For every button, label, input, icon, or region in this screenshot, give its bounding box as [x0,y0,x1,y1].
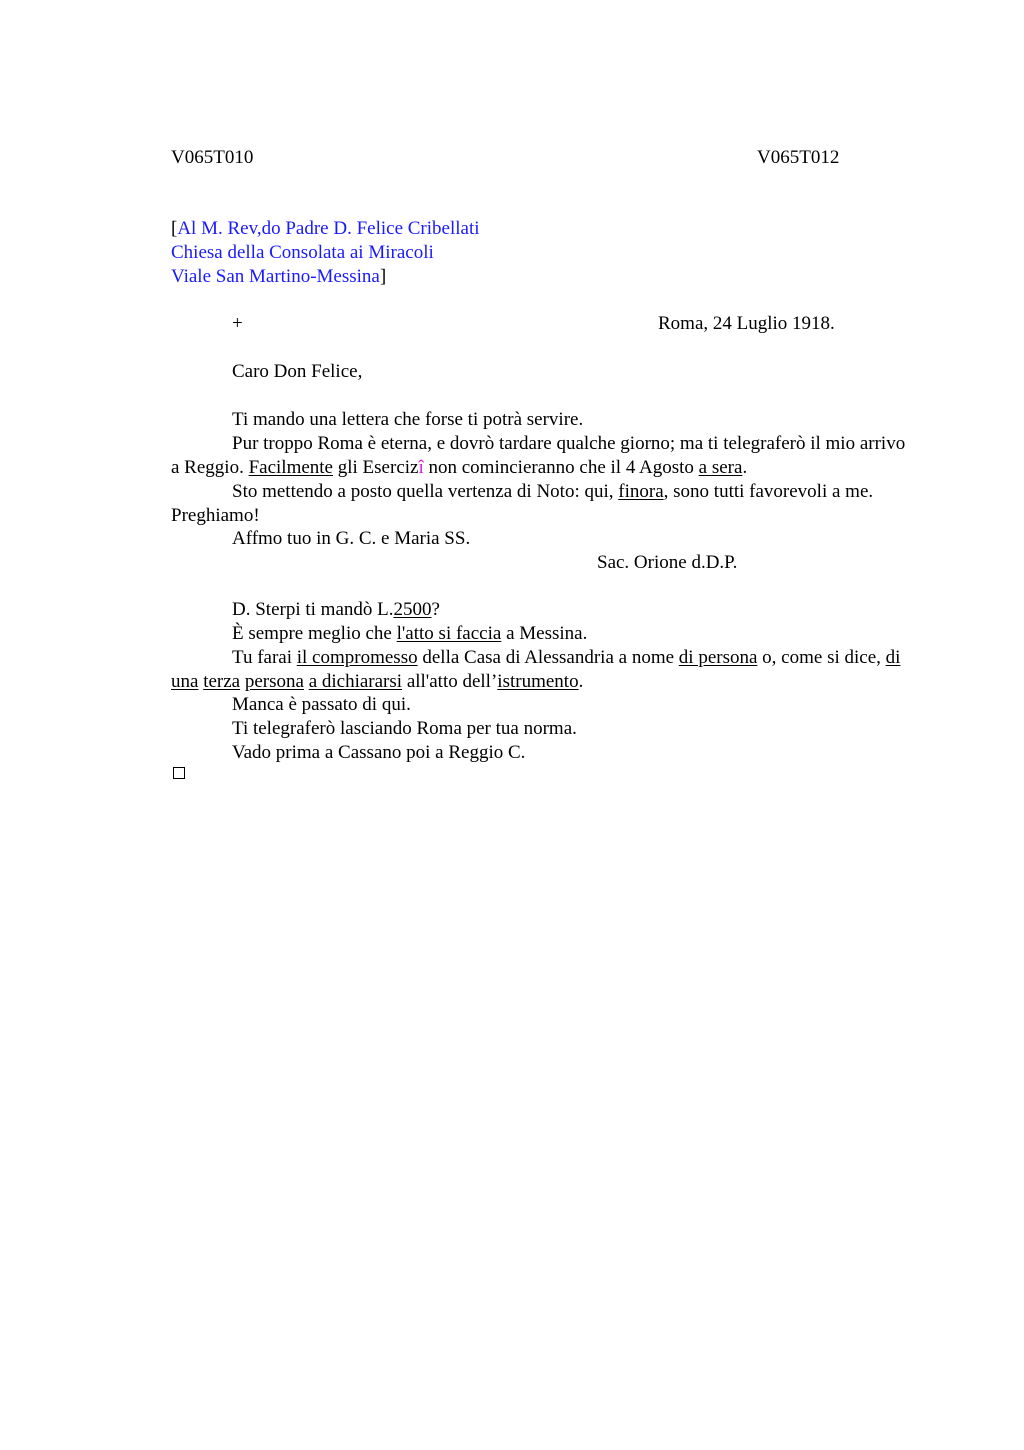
address-open-bracket: [ [171,218,178,239]
ps3-underline-di-una: di una [171,647,901,692]
ps3-underline-persona: persona [244,671,304,692]
place-date: Roma, 24 Luglio 1918. [658,313,835,334]
ps3-text-h: . [578,671,584,692]
body-p3-text-b: , sono tutti favorevoli a me. Preghiamo! [171,481,874,526]
address-line-2: Chiesa della Consolata ai Miracoli [171,242,434,263]
address-line-3 [171,265,386,289]
postscript-line-5: Ti telegraferò lasciando Roma per tua norma. [232,718,577,739]
body-p3-underline-finora: finora [618,481,664,502]
ps3-underline-di-persona: di persona [678,647,758,668]
body-paragraph-1: Ti mando una lettera che forse ti potrà servire. [232,409,584,430]
end-square-icon [173,767,185,779]
postscript-line-2 [232,622,587,646]
ps3-underline-istrumento: istrumento [497,671,579,692]
document-code-right: V065T012 [757,147,840,168]
ps3-underline-compromesso: il compromesso [296,647,418,668]
ps3-text-a: Tu farai [232,647,297,668]
body-p2-text-c: non comincieranno che il 4 Agosto [423,457,699,478]
postscript-line-6: Vado prima a Cassano poi a Reggio C. [232,742,526,763]
body-p2-text-d: . [742,457,748,478]
ps3-underline-terza: terza [203,671,241,692]
body-p2-text-b: gli Eserciz [333,457,419,478]
ps1-underline-amount: 2500 [393,599,432,620]
ps3-underline-a-dichiararsi: a dichiararsi [308,671,403,692]
document-code-left: V065T010 [171,147,254,168]
cross-mark: + [232,313,243,334]
ps1-text-b: ? [431,599,440,620]
ps2-text-b: a Messina. [501,623,588,644]
ps1-text-a: D. Sterpi ti mandò L. [232,599,394,620]
body-p3-text-a: Sto mettendo a posto quella vertenza di Noto: qui, [232,481,619,502]
postscript-line-1 [232,598,440,622]
ps3-text-c: o, come si dice, [757,647,886,668]
postscript-line-4: Manca è passato di qui. [232,694,411,715]
address-line-1 [171,217,480,241]
postscript-paragraph-3 [171,646,916,694]
ps3-text-g: all'atto dell’ [402,671,498,692]
body-p2-underline-facilmente: Facilmente [248,457,333,478]
body-paragraph-2 [171,432,916,480]
address-recipient: Al M. Rev,do Padre D. Felice Cribellati [177,218,480,239]
body-p2-text-a: Pur troppo Roma è eterna, e dovrò tardare qualche giorno; ma ti telegraferò il mio arrivo a Reggio. [171,433,906,478]
editorial-mark: î [418,457,424,478]
ps3-text-b: della Casa di Alessandria a nome [417,647,679,668]
signature: Sac. Orione d.D.P. [597,552,738,573]
ps2-text-a: È sempre meglio che [232,623,397,644]
ps2-underline: l'atto si faccia [396,623,502,644]
body-p2-underline-a-sera: a sera [698,457,743,478]
address-street: Viale San Martino-Messina [171,266,380,287]
address-close-bracket: ] [379,266,387,287]
salutation: Caro Don Felice, [232,361,363,382]
closing-line: Affmo tuo in G. C. e Maria SS. [232,528,471,549]
body-paragraph-3 [171,480,916,528]
